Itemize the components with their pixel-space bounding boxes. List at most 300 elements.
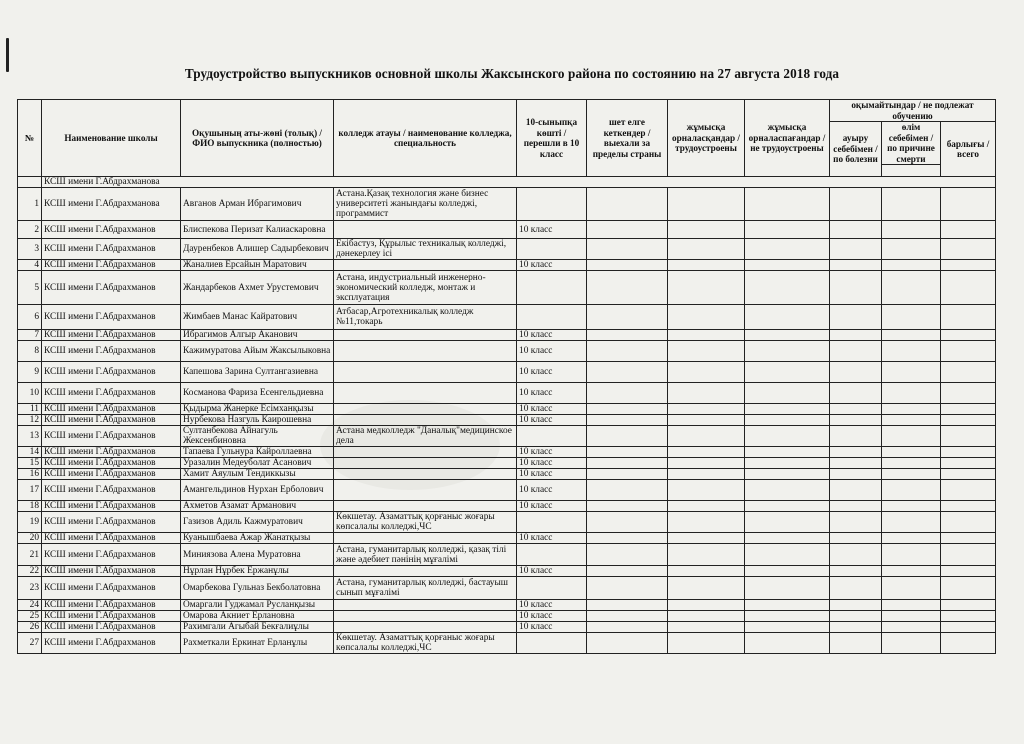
row-total	[941, 330, 996, 341]
row-employed	[668, 239, 745, 260]
row-employed	[668, 533, 745, 544]
row-employed	[668, 622, 745, 633]
row-abroad	[587, 260, 668, 271]
row-school: КСШ имени Г.Абдрахманов	[42, 362, 181, 383]
row-college: Көкшетау. Азаматтық қорғаныс жоғары көпсалалы колледжі,ЧС	[334, 512, 517, 533]
row-college	[334, 415, 517, 426]
table-row	[18, 383, 996, 404]
table-row	[18, 577, 996, 600]
row-fio: Авганов Арман Ибрагимович	[181, 188, 334, 221]
row-grade10: 10 класс	[517, 566, 587, 577]
header-total: барлығы / всего	[941, 122, 996, 177]
row-abroad	[587, 447, 668, 458]
table-row	[18, 611, 996, 622]
row-grade10: 10 класс	[517, 533, 587, 544]
row-total	[941, 362, 996, 383]
row-total	[941, 469, 996, 480]
table-row	[18, 415, 996, 426]
row-fio: Рахметкали Еркинат Ерланұлы	[181, 633, 334, 654]
row-college	[334, 480, 517, 501]
row-total	[941, 633, 996, 654]
row-unemployed	[745, 544, 830, 566]
row-illness	[830, 188, 882, 221]
row-death	[882, 239, 941, 260]
row-college	[334, 383, 517, 404]
row-unemployed	[745, 239, 830, 260]
row-abroad	[587, 469, 668, 480]
table-row	[18, 260, 996, 271]
row-unemployed	[745, 447, 830, 458]
row-college	[334, 341, 517, 362]
row-employed	[668, 512, 745, 533]
row-illness	[830, 426, 882, 447]
row-grade10	[517, 426, 587, 447]
row-unemployed	[745, 566, 830, 577]
row-illness	[830, 512, 882, 533]
row-death	[882, 544, 941, 566]
row-total	[941, 622, 996, 633]
row-employed	[668, 305, 745, 330]
header-school: Наименование школы	[42, 100, 181, 177]
row-unemployed	[745, 633, 830, 654]
row-grade10	[517, 577, 587, 600]
row-illness	[830, 383, 882, 404]
row-school: КСШ имени Г.Абдрахманов	[42, 447, 181, 458]
row-school: КСШ имени Г.Абдрахманов	[42, 577, 181, 600]
row-death	[882, 577, 941, 600]
row-total	[941, 611, 996, 622]
table-row	[18, 544, 996, 566]
row-employed	[668, 415, 745, 426]
row-death	[882, 221, 941, 239]
row-number: 15	[18, 458, 42, 469]
row-total	[941, 221, 996, 239]
row-college	[334, 501, 517, 512]
row-employed	[668, 577, 745, 600]
row-school: КСШ имени Г.Абдрахманов	[42, 260, 181, 271]
row-number: 2	[18, 221, 42, 239]
row-school: КСШ имени Г.Абдрахманова	[42, 188, 181, 221]
header-not-studying: оқымайтындар / не подлежат обучению	[830, 100, 996, 122]
row-abroad	[587, 239, 668, 260]
row-illness	[830, 622, 882, 633]
table-row	[18, 271, 996, 305]
row-abroad	[587, 458, 668, 469]
row-grade10: 10 класс	[517, 600, 587, 611]
row-employed	[668, 271, 745, 305]
row-college	[334, 404, 517, 415]
row-abroad	[587, 271, 668, 305]
row-number: 19	[18, 512, 42, 533]
row-number: 6	[18, 305, 42, 330]
row-number: 27	[18, 633, 42, 654]
row-illness	[830, 633, 882, 654]
row-fio: Омарова Акниет Ерлановна	[181, 611, 334, 622]
row-fio: Блиспекова Перизат Калиаскаровна	[181, 221, 334, 239]
row-total	[941, 600, 996, 611]
row-abroad	[587, 622, 668, 633]
row-fio: Куанышбаева Ажар Жанатқызы	[181, 533, 334, 544]
row-number: 20	[18, 533, 42, 544]
row-employed	[668, 260, 745, 271]
row-death	[882, 305, 941, 330]
row-illness	[830, 362, 882, 383]
row-school: КСШ имени Г.Абдрахманов	[42, 271, 181, 305]
row-college	[334, 458, 517, 469]
row-grade10	[517, 239, 587, 260]
row-number: 16	[18, 469, 42, 480]
row-abroad	[587, 633, 668, 654]
row-illness	[830, 533, 882, 544]
header-unemployed: жұмысқа орналаспағандар / не трудоустроены	[745, 100, 830, 177]
row-fio: Дауренбеков Алишер Садырбекович	[181, 239, 334, 260]
row-death	[882, 447, 941, 458]
row-unemployed	[745, 271, 830, 305]
row-employed	[668, 330, 745, 341]
row-abroad	[587, 415, 668, 426]
row-college: Астана.Қазақ технология және бизнес университеті жанындағы колледжі, программист	[334, 188, 517, 221]
row-grade10: 10 класс	[517, 480, 587, 501]
row-grade10: 10 класс	[517, 330, 587, 341]
row-number: 5	[18, 271, 42, 305]
row-fio: Нурбекова Назгуль Каирошевна	[181, 415, 334, 426]
row-abroad	[587, 611, 668, 622]
row-total	[941, 260, 996, 271]
row-abroad	[587, 341, 668, 362]
row-illness	[830, 458, 882, 469]
row-fio: Жаналиев Ерсайын Маратович	[181, 260, 334, 271]
row-total	[941, 577, 996, 600]
header-grade10: 10-сыныпқа көшті / перешли в 10 класс	[517, 100, 587, 177]
row-unemployed	[745, 415, 830, 426]
row-grade10: 10 класс	[517, 501, 587, 512]
row-fio: Омаргали Гуджамал Русланқызы	[181, 600, 334, 611]
row-grade10: 10 класс	[517, 221, 587, 239]
row-unemployed	[745, 221, 830, 239]
row-illness	[830, 260, 882, 271]
row-grade10: 10 класс	[517, 622, 587, 633]
row-illness	[830, 611, 882, 622]
row-employed	[668, 188, 745, 221]
row-grade10	[517, 633, 587, 654]
row-fio: Тапаева Гульнура Кайроллаевна	[181, 447, 334, 458]
table-row	[18, 188, 996, 221]
row-unemployed	[745, 577, 830, 600]
row-employed	[668, 458, 745, 469]
row-grade10	[517, 188, 587, 221]
row-total	[941, 404, 996, 415]
row-school: КСШ имени Г.Абдрахманов	[42, 533, 181, 544]
row-illness	[830, 341, 882, 362]
row-unemployed	[745, 458, 830, 469]
row-employed	[668, 221, 745, 239]
row-abroad	[587, 330, 668, 341]
row-college: Екібастуз, Құрылыс техникалық колледжі, дәнекерлеу ісі	[334, 239, 517, 260]
row-employed	[668, 404, 745, 415]
row-school: КСШ имени Г.Абдрахманов	[42, 633, 181, 654]
row-death	[882, 404, 941, 415]
graduates-table	[17, 99, 996, 654]
row-illness	[830, 221, 882, 239]
row-death	[882, 533, 941, 544]
row-death	[882, 633, 941, 654]
row-illness	[830, 447, 882, 458]
row-death	[882, 622, 941, 633]
row-fio: Омарбекова Гульназ Бекболатовна	[181, 577, 334, 600]
row-unemployed	[745, 426, 830, 447]
row-grade10: 10 класс	[517, 404, 587, 415]
row-fio: Нұрлан Нұрбек Ержанұлы	[181, 566, 334, 577]
row-number: 14	[18, 447, 42, 458]
row-unemployed	[745, 600, 830, 611]
row-death	[882, 566, 941, 577]
row-grade10	[517, 512, 587, 533]
row-illness	[830, 480, 882, 501]
row-total	[941, 480, 996, 501]
row-total	[941, 447, 996, 458]
row-college: Астана, гуманитарлық колледжі, бастауыш сынып мұғалімі	[334, 577, 517, 600]
row-total	[941, 501, 996, 512]
row-death	[882, 512, 941, 533]
row-college	[334, 600, 517, 611]
row-number: 7	[18, 330, 42, 341]
row-illness	[830, 544, 882, 566]
row-school: КСШ имени Г.Абдрахманов	[42, 622, 181, 633]
row-illness	[830, 330, 882, 341]
table-row	[18, 622, 996, 633]
row-death	[882, 341, 941, 362]
row-unemployed	[745, 512, 830, 533]
header-abroad: шет елге кеткендер / выехали за пределы страны	[587, 100, 668, 177]
row-school: КСШ имени Г.Абдрахманов	[42, 501, 181, 512]
row-death	[882, 501, 941, 512]
row-school: КСШ имени Г.Абдрахманов	[42, 512, 181, 533]
row-grade10: 10 класс	[517, 260, 587, 271]
row-abroad	[587, 383, 668, 404]
row-total	[941, 239, 996, 260]
table-row	[18, 362, 996, 383]
row-death	[882, 458, 941, 469]
row-employed	[668, 362, 745, 383]
row-number: 11	[18, 404, 42, 415]
row-school: КСШ имени Г.Абдрахманов	[42, 221, 181, 239]
row-number: 21	[18, 544, 42, 566]
row-school: КСШ имени Г.Абдрахманов	[42, 566, 181, 577]
row-number: 26	[18, 622, 42, 633]
table-row	[18, 447, 996, 458]
row-fio: Хамит Аяулым Тендиккызы	[181, 469, 334, 480]
table-row	[18, 404, 996, 415]
row-unemployed	[745, 362, 830, 383]
row-number: 18	[18, 501, 42, 512]
row-unemployed	[745, 480, 830, 501]
row-abroad	[587, 544, 668, 566]
header-illness: ауыру себебімен / по болезни	[830, 122, 882, 177]
row-total	[941, 544, 996, 566]
row-college	[334, 362, 517, 383]
table-row	[18, 533, 996, 544]
table-row	[18, 458, 996, 469]
row-unemployed	[745, 260, 830, 271]
row-fio: Қыдырма Жанерке Есімханқызы	[181, 404, 334, 415]
row-fio: Косманова Фариза Есенгельдиевна	[181, 383, 334, 404]
row-school: КСШ имени Г.Абдрахманов	[42, 480, 181, 501]
row-grade10: 10 класс	[517, 469, 587, 480]
row-abroad	[587, 512, 668, 533]
row-total	[941, 533, 996, 544]
row-death	[882, 330, 941, 341]
row-number: 12	[18, 415, 42, 426]
row-employed	[668, 383, 745, 404]
row-college: Атбасар,Агротехникалық колледж №11,токарь	[334, 305, 517, 330]
row-abroad	[587, 480, 668, 501]
row-total	[941, 458, 996, 469]
row-school: КСШ имени Г.Абдрахманов	[42, 611, 181, 622]
row-total	[941, 566, 996, 577]
row-college	[334, 566, 517, 577]
row-death	[882, 383, 941, 404]
row-unemployed	[745, 611, 830, 622]
row-illness	[830, 600, 882, 611]
row-total	[941, 512, 996, 533]
row-college	[334, 260, 517, 271]
header-number: №	[18, 100, 42, 177]
row-fio: Газизов Адиль Кажмуратович	[181, 512, 334, 533]
row-college	[334, 221, 517, 239]
table-row	[18, 239, 996, 260]
header-death: өлім себебімен / по причине смерти	[882, 122, 941, 165]
row-employed	[668, 611, 745, 622]
row-illness	[830, 415, 882, 426]
row-total	[941, 305, 996, 330]
row-death	[882, 271, 941, 305]
row-school: КСШ имени Г.Абдрахманов	[42, 415, 181, 426]
row-abroad	[587, 501, 668, 512]
row-college: Көкшетау. Азаматтық қорғаныс жоғары көпсалалы колледжі,ЧС	[334, 633, 517, 654]
header-death-cont	[882, 165, 941, 177]
row-abroad	[587, 426, 668, 447]
row-fio: Жандарбеков Ахмет Урустемович	[181, 271, 334, 305]
table-row	[18, 512, 996, 533]
row-college	[334, 447, 517, 458]
header-employed: жұмысқа орналасқандар / трудоустроены	[668, 100, 745, 177]
row-grade10: 10 класс	[517, 415, 587, 426]
row-school: КСШ имени Г.Абдрахманов	[42, 600, 181, 611]
row-school: КСШ имени Г.Абдрахманов	[42, 305, 181, 330]
row-death	[882, 260, 941, 271]
row-grade10: 10 класс	[517, 447, 587, 458]
row-abroad	[587, 600, 668, 611]
row-school: КСШ имени Г.Абдрахманов	[42, 341, 181, 362]
row-abroad	[587, 221, 668, 239]
row-grade10	[517, 271, 587, 305]
row-total	[941, 188, 996, 221]
row-unemployed	[745, 383, 830, 404]
row-college: Астана, индустриальный инженерно-экономический колледж, монтаж и эксплуатация	[334, 271, 517, 305]
row-fio: Султанбекова Айнагуль Жексенбиновна	[181, 426, 334, 447]
row-grade10: 10 класс	[517, 341, 587, 362]
table-row	[18, 426, 996, 447]
row-college	[334, 611, 517, 622]
table-row	[18, 330, 996, 341]
row-total	[941, 341, 996, 362]
table-row	[18, 633, 996, 654]
row-abroad	[587, 404, 668, 415]
row-number: 25	[18, 611, 42, 622]
header-fio: Оқушының аты-жөні (толық) / ФИО выпускника (полностью)	[181, 100, 334, 177]
row-grade10	[517, 544, 587, 566]
row-abroad	[587, 362, 668, 383]
table-row	[18, 480, 996, 501]
row-number: 1	[18, 188, 42, 221]
row-college	[334, 622, 517, 633]
row-employed	[668, 447, 745, 458]
row-unemployed	[745, 501, 830, 512]
row-number: 17	[18, 480, 42, 501]
row-number: 9	[18, 362, 42, 383]
row-grade10: 10 класс	[517, 458, 587, 469]
row-illness	[830, 271, 882, 305]
row-number: 10	[18, 383, 42, 404]
row-grade10	[517, 305, 587, 330]
row-fio: Ибрагимов Алгыр Аканович	[181, 330, 334, 341]
row-grade10: 10 класс	[517, 611, 587, 622]
row-unemployed	[745, 533, 830, 544]
row-employed	[668, 600, 745, 611]
row-abroad	[587, 188, 668, 221]
row-total	[941, 426, 996, 447]
row-abroad	[587, 577, 668, 600]
row-fio: Капешова Зарина Султангазиевна	[181, 362, 334, 383]
row-illness	[830, 501, 882, 512]
row-number: 23	[18, 577, 42, 600]
row-abroad	[587, 566, 668, 577]
row-school: КСШ имени Г.Абдрахманов	[42, 544, 181, 566]
row-fio: Миниязова Алена Муратовна	[181, 544, 334, 566]
row-illness	[830, 577, 882, 600]
row-number: 22	[18, 566, 42, 577]
row-unemployed	[745, 305, 830, 330]
table-row	[18, 469, 996, 480]
row-employed	[668, 501, 745, 512]
table-row	[18, 600, 996, 611]
table-row	[18, 305, 996, 330]
row-fio: Жимбаев Манас Кайратович	[181, 305, 334, 330]
row-fio: Уразалин Медеуболат Асанович	[181, 458, 334, 469]
row-death	[882, 362, 941, 383]
row-school: КСШ имени Г.Абдрахманов	[42, 458, 181, 469]
row-school: КСШ имени Г.Абдрахманов	[42, 426, 181, 447]
row-number: 4	[18, 260, 42, 271]
row-college: Астана, гуманитарлық колледжі, қазақ тілі және әдебиет пәнінің мұғалімі	[334, 544, 517, 566]
row-employed	[668, 426, 745, 447]
row-death	[882, 415, 941, 426]
row-abroad	[587, 305, 668, 330]
row-total	[941, 271, 996, 305]
row-number: 3	[18, 239, 42, 260]
table-row	[18, 501, 996, 512]
row-school: КСШ имени Г.Абдрахманов	[42, 239, 181, 260]
row-death	[882, 426, 941, 447]
row-fio: Ахметов Азамат Арманович	[181, 501, 334, 512]
row-school: КСШ имени Г.Абдрахманов	[42, 383, 181, 404]
row-number: 13	[18, 426, 42, 447]
row-school: КСШ имени Г.Абдрахманов	[42, 330, 181, 341]
row-fio: Рахимгали Агыбай Бекғалиұлы	[181, 622, 334, 633]
table-row	[18, 341, 996, 362]
row-death	[882, 188, 941, 221]
row-college: Астана медколледж "Даналық"медицинское дела	[334, 426, 517, 447]
